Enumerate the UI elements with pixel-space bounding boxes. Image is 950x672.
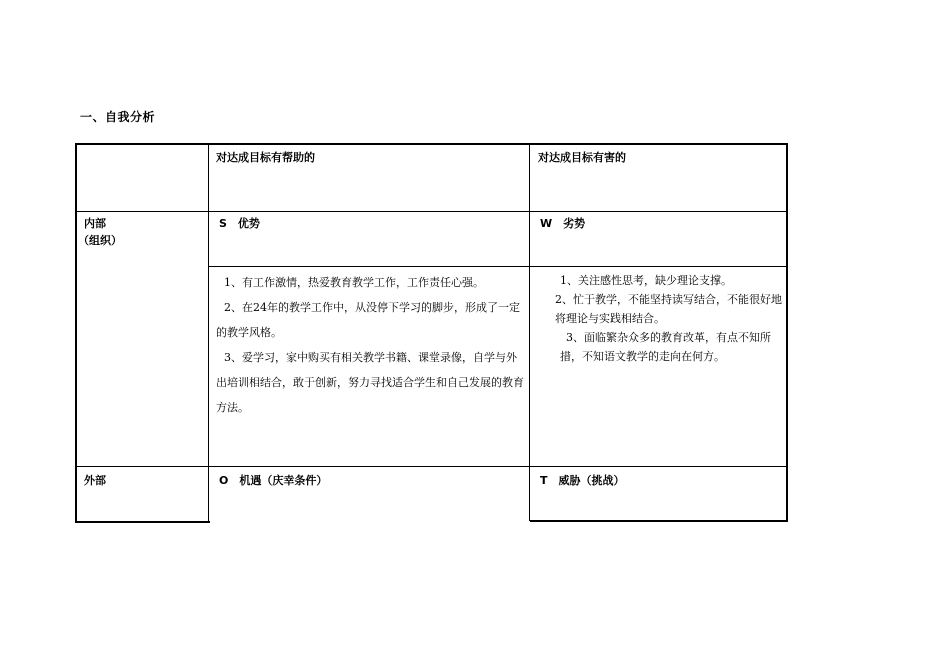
weaknesses-title: W 劣势	[540, 217, 586, 230]
strength-item: 2、在24年的教学工作中，从没停下学习的脚步，形成了一定的教学风格。	[216, 301, 520, 339]
weakness-item: 1、关注感性思考，缺少理论支撑。	[560, 274, 732, 287]
weakness-item: 3、面临繁杂众多的教育改革，有点不知所措，不知语文教学的走向在何方。	[560, 331, 771, 363]
strengths-title: S 优势	[219, 217, 260, 230]
header-helpful: 对达成目标有帮助的	[216, 151, 315, 164]
internal-label-sub: （组织）	[78, 234, 122, 247]
weaknesses-list	[555, 271, 785, 366]
table-border-top	[75, 143, 788, 145]
table-border-left	[75, 143, 77, 523]
section-title: 一、自我分析	[80, 110, 156, 124]
table-rule-internal	[75, 466, 787, 467]
threats-title: T 威胁（挑战）	[540, 474, 625, 487]
external-label: 外部	[84, 474, 106, 487]
table-border-bottom-left	[75, 521, 210, 523]
table-border-right	[786, 143, 788, 522]
table-divider-label	[208, 143, 209, 523]
header-harmful: 对达成目标有害的	[538, 151, 626, 164]
opportunities-title: O 机遇（庆幸条件）	[219, 474, 328, 487]
table-divider-middle	[529, 143, 530, 521]
internal-label: 内部	[84, 217, 106, 230]
weakness-item: 2、忙于教学，不能坚持读写结合，不能很好地将理论与实践相结合。	[555, 293, 782, 325]
table-rule-header	[75, 211, 787, 212]
strength-item: 3、爱学习，家中购买有相关教学书籍、课堂录像，自学与外出培训相结合，敢于创新，努力寻找适合学生和自己发展的教育方法。	[216, 351, 524, 414]
strengths-list	[216, 270, 526, 420]
strength-item: 1、有工作激情，热爱教育教学工作，工作责任心强。	[224, 276, 484, 289]
table-rule-internal-title	[209, 266, 787, 267]
table-border-bottom-right	[530, 520, 788, 522]
